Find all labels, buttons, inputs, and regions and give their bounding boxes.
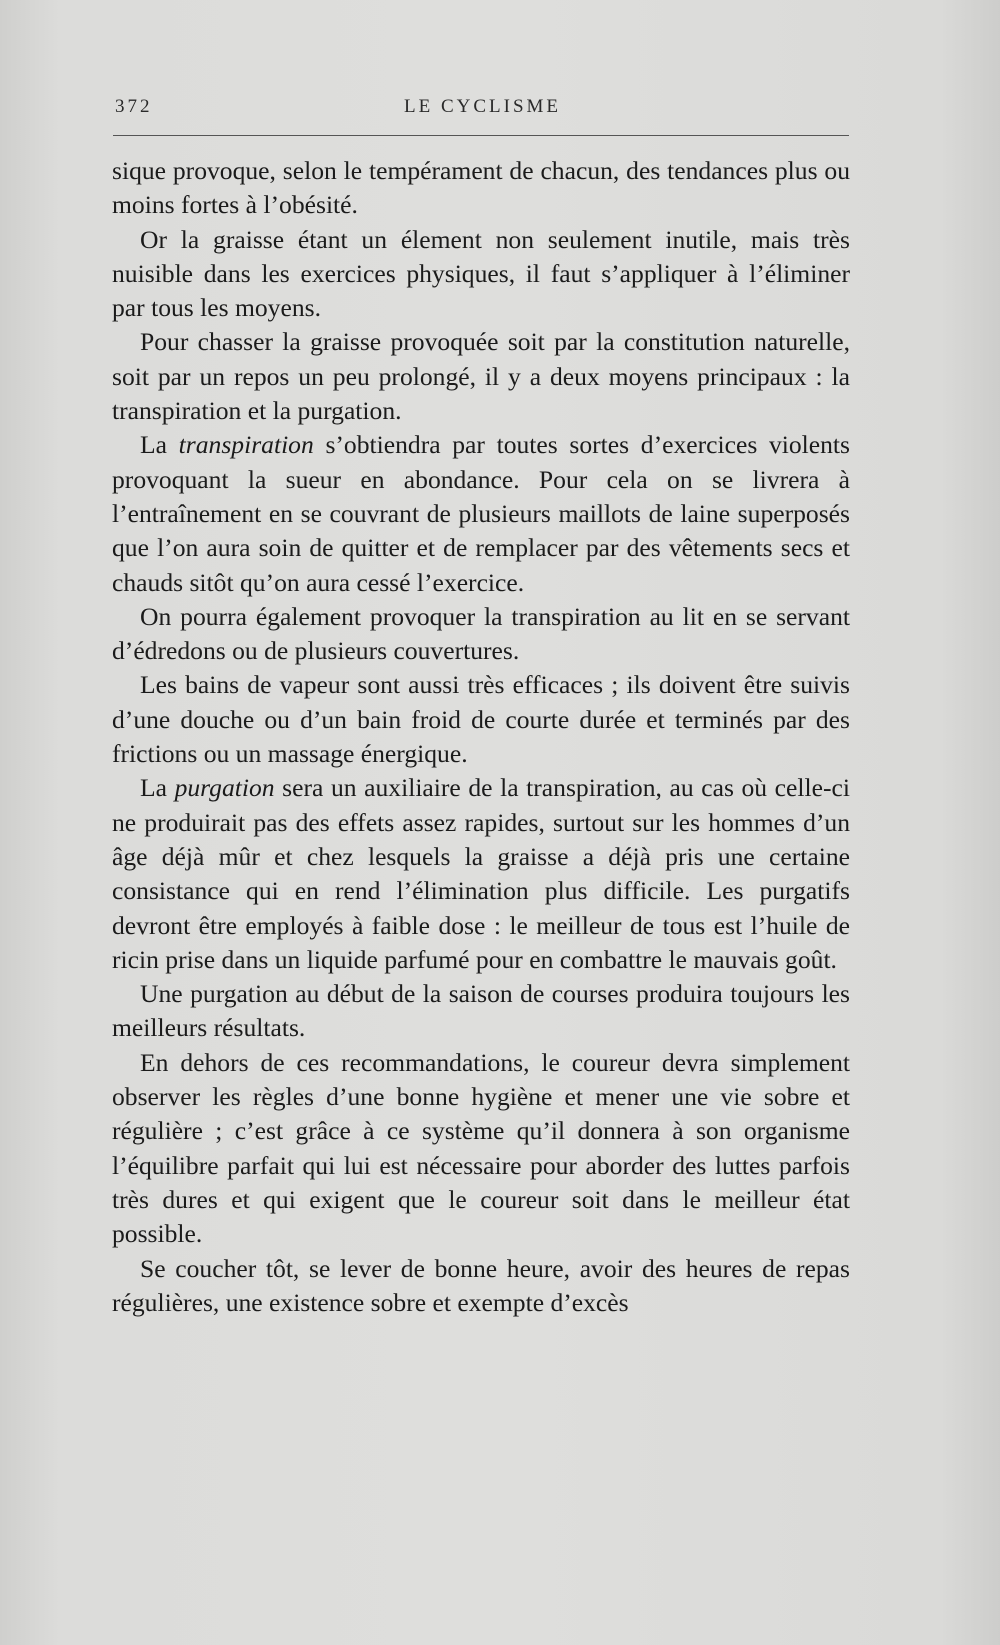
paragraph-lead: La [140,773,175,803]
paragraph-se-coucher: Se coucher tôt, se lever de bonne heure, avoir des heures de repas régulières, une existence sobre et exempte d’excès [112,1253,850,1317]
paragraph-bains: Les bains de vapeur sont aussi très efficaces ; ils doivent être suivis d’une douche ou d’un bain froid de courte durée et terminés par des frictions ou un massage énergique. [112,670,850,769]
paragraph-chasser: Pour chasser la graisse provoquée soit par la constitution naturelle, soit par un repos un peu prolongé, il y a deux moyens principaux : la transpiration et la purgation. [112,327,850,426]
paragraph-graisse: Or la graisse étant un élement non seulement inutile, mais très nuisible dans les exercices physiques, il faut s’appliquer à l’éliminer par tous les moyens. [112,224,850,323]
paragraph-rest: s’obtiendra par toutes sortes d’exercices violents provoquant la sueur en abondance. Pour cela on se livrera à l’entraînement en se couvrant de plusieurs maillots de laine superposés que l’on aura soin de quitter et de remplacer par des vêtements secs et chauds sitôt qu’on aura cessé l’exercice. [112,430,850,597]
page-number: 372 [115,96,153,117]
emphasis-purgation: purgation [174,773,275,803]
paragraph-continuation: sique provoque, selon le tempérament de chacun, des tendances plus ou moins fortes à l’obésité. [112,156,850,220]
paragraph-lead: La [140,430,179,460]
running-title: LE CYCLISME [403,96,562,117]
paragraph-au-lit: On pourra également provoquer la transpiration au lit en se servant d’édredons ou de plusieurs couvertures. [112,601,850,666]
emphasis-transpiration: transpiration [178,430,314,460]
paragraph-hygiene: En dehors de ces recommandations, le coureur devra simplement observer les règles d’une bonne hygiène et mener une vie sobre et régulière ; c’est grâce à ce système qu’il donnera à son organisme l’équilibre parfait qui lui est nécessaire pour aborder des luttes parfois très dures et qui exigent que le coureur soit dans le meilleur état possible. [112,1047,850,1249]
header-rule [113,135,849,136]
body-text [112,154,850,1320]
paragraph-saison: Une purgation au début de la saison de courses produira toujours les meilleurs résultats. [112,979,850,1043]
page-header [115,92,850,122]
paragraph-purgation [112,771,850,977]
paragraph-transpiration [112,428,850,599]
paragraph-rest: sera un auxiliaire de la transpiration, au cas où celle-ci ne produirait pas des effets assez rapides, surtout sur les hommes d’un âge déjà mûr et chez lesquels la graisse a déjà pris une certaine consistance qui en rend l’élimination plus difficile. Les purgatifs devront être employés à faible dose : le meilleur de tous est l’huile de ricin prise dans un liquide parfumé pour en combattre le mauvais goût. [112,773,850,974]
